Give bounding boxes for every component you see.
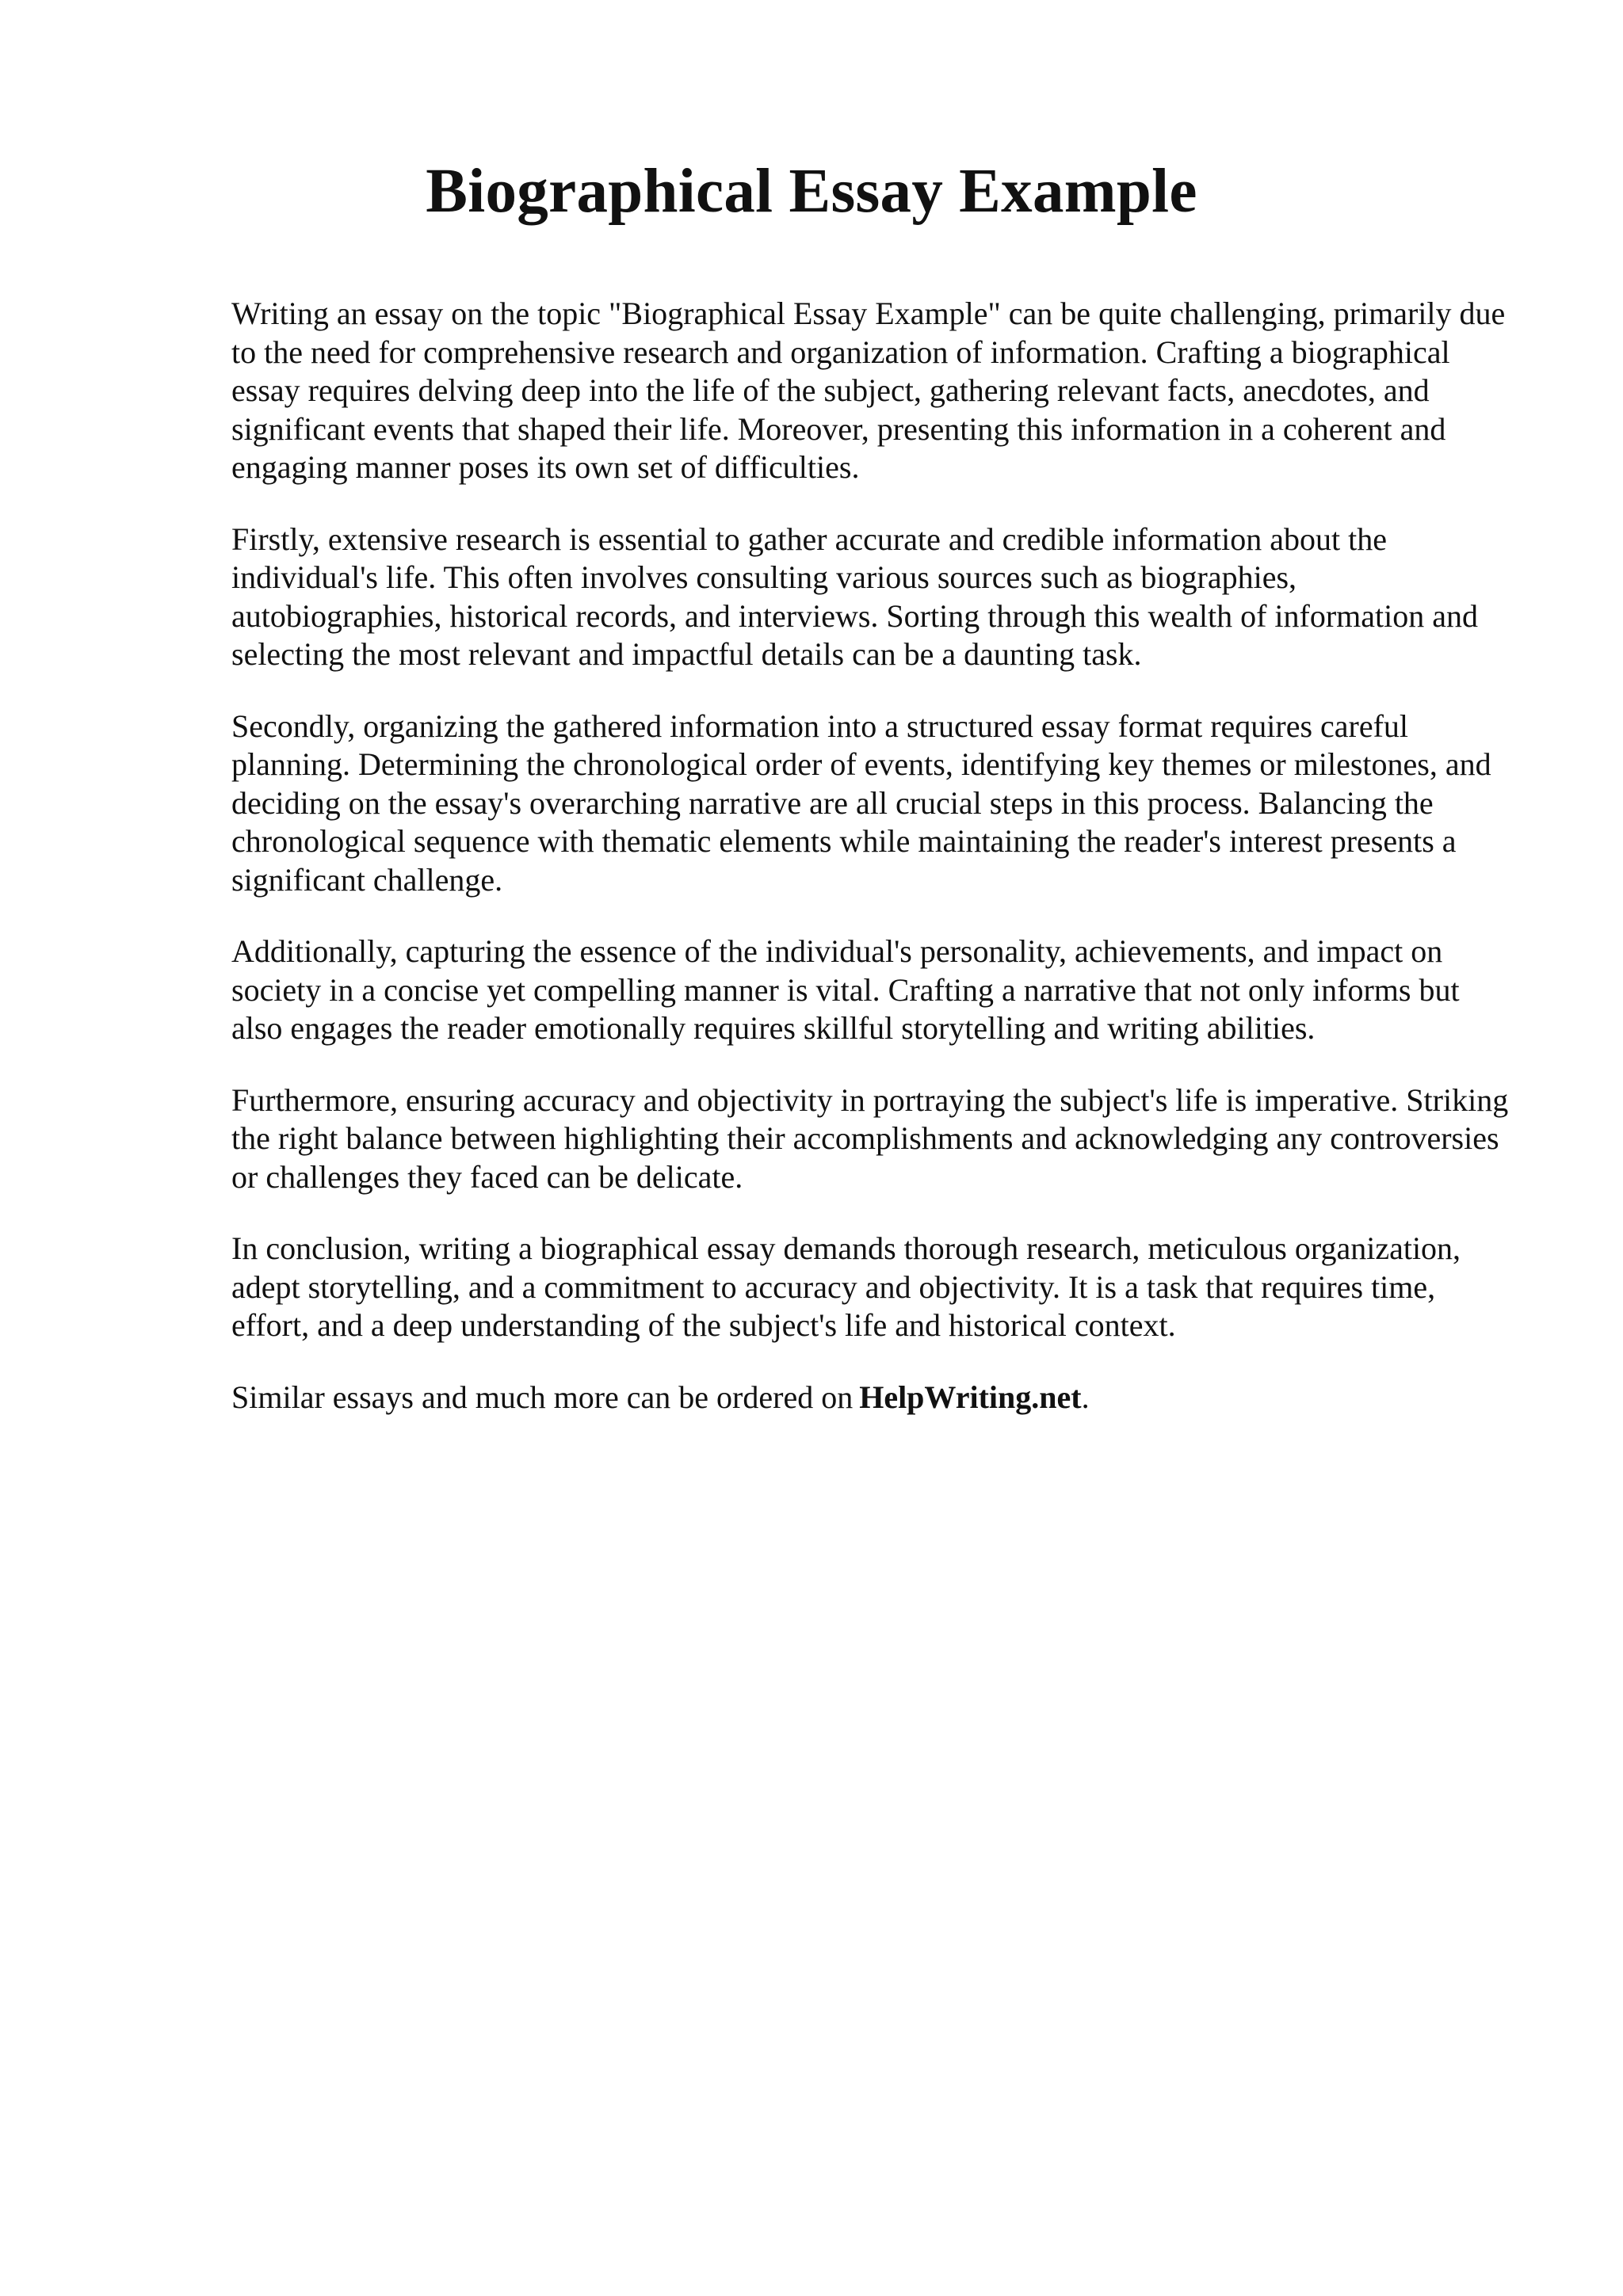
closing-period: . <box>1081 1379 1090 1415</box>
paragraph-intro: Writing an essay on the topic "Biographical Essay Example" can be quite challenging, primarily due to the need for comprehensive research and organization of information. Crafting a biographical essay requires delving deep into the life of the subject, gathering relevant facts, anecdotes, and significant events that shaped their life. Moreover, presenting this information in a coherent and engaging manner poses its own set of difficulties. <box>231 296 1506 485</box>
closing-line <box>231 1379 1509 1417</box>
document-title: Biographical Essay Example <box>426 157 1197 226</box>
document-body <box>231 295 1509 1417</box>
paragraph-accuracy: Furthermore, ensuring accuracy and objectivity in portraying the subject's life is imperative. Striking the right balance between highlighting their accomplishments and acknowledging any controversies or challenges they faced can be delicate. <box>231 1081 1509 1195</box>
brand-link[interactable]: HelpWriting.net <box>859 1379 1082 1415</box>
paragraph-conclusion: In conclusion, writing a biographical essay demands thorough research, meticulous organization, adept storytelling, and a commitment to accuracy and objectivity. It is a task that requires time, effort, and a deep understanding of the subject's life and historical context. <box>231 1230 1461 1343</box>
closing-text: Similar essays and much more can be ordered on <box>231 1379 854 1415</box>
paragraph-narrative: Additionally, capturing the essence of the individual's personality, achievements, and impact on society in a concise yet compelling manner is vital. Crafting a narrative that not only informs but also engages the reader emotionally requires skillful storytelling and writing abilities. <box>231 933 1460 1046</box>
paragraph-research: Firstly, extensive research is essential to gather accurate and credible information about the individual's life. This often involves consulting various sources such as biographies, autobiographies, historical records, and interviews. Sorting through this wealth of information and selecting the most relevant and impactful details can be a daunting task. <box>231 521 1478 672</box>
paragraph-organization: Secondly, organizing the gathered information into a structured essay format requires careful planning. Determining the chronological order of events, identifying key themes or milestones, and deciding on the essay's overarching narrative are all crucial steps in this process. Balancing the chronological sequence with thematic elements while maintaining the reader's interest presents a significant challenge. <box>231 707 1491 898</box>
